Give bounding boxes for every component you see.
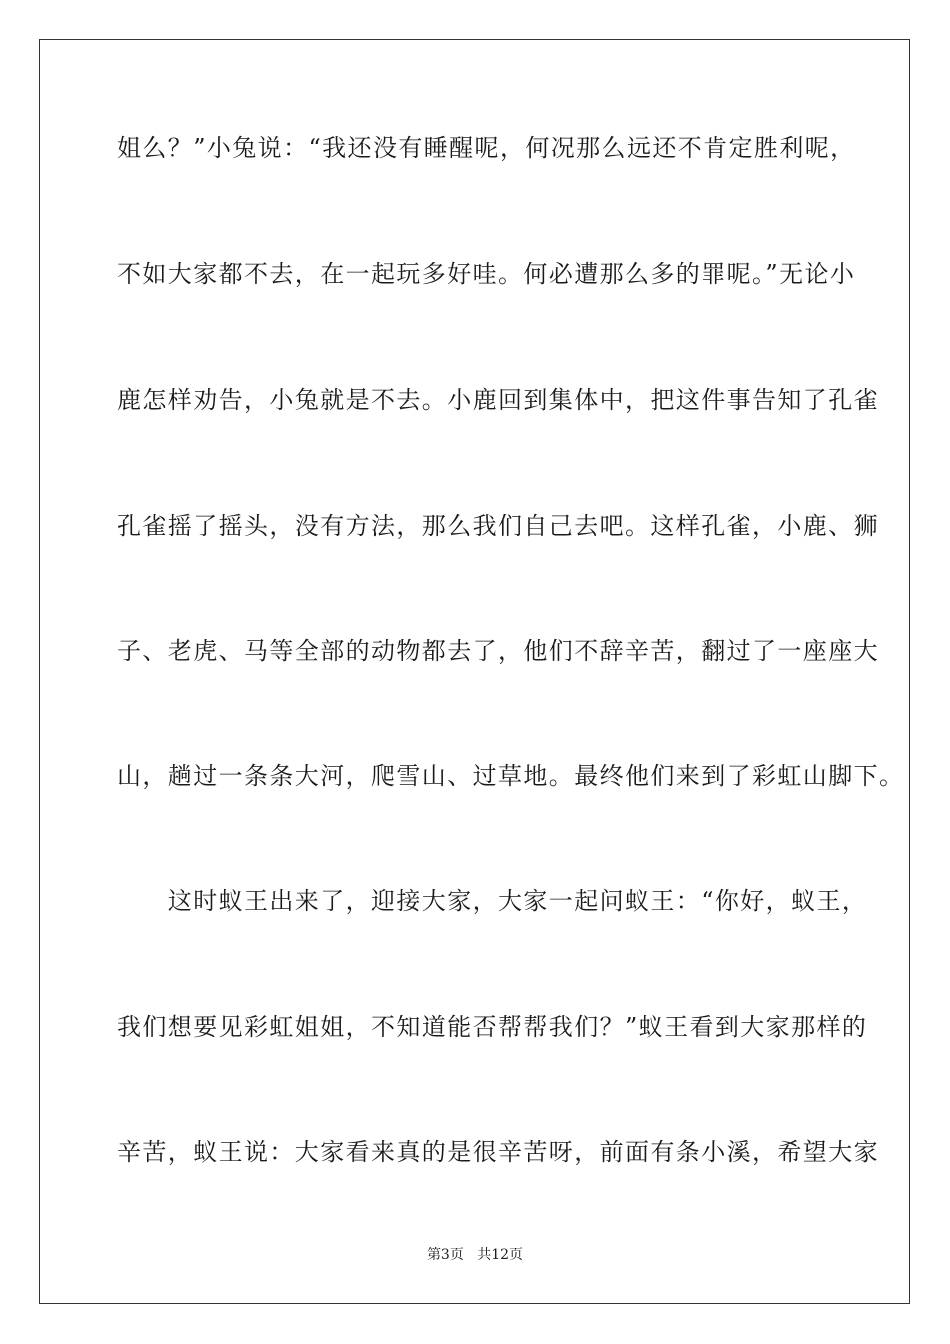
text-line-7: 这时蚁王出来了，迎接大家，大家一起问蚁王：“你好，蚁王， [117,887,868,915]
text-line-5: 子、老虎、马等全部的动物都去了，他们不辞辛苦，翻过了一座座大 [117,637,879,665]
page-total: 共12页 [477,1247,524,1263]
text-line-4: 孔雀摇了摇头，没有方法，那么我们自己去吧。这样孔雀，小鹿、狮 [117,512,879,540]
text-line-9: 辛苦，蚁王说：大家看来真的是很辛苦呀，前面有条小溪，希望大家 [117,1138,879,1166]
page-number: 第3页 [426,1247,464,1263]
page-border [39,39,910,1304]
page-footer [0,1246,950,1264]
text-line-1: 姐么？”小兔说：“我还没有睡醒呢，何况那么远还不肯定胜利呢， [117,134,856,162]
text-line-6: 山，趟过一条条大河，爬雪山、过草地。最终他们来到了彩虹山脚下。 [117,762,905,790]
text-line-2: 不如大家都不去，在一起玩多好哇。何必遭那么多的罪呢。”无论小 [117,260,856,288]
text-line-3: 鹿怎样劝告，小兔就是不去。小鹿回到集体中，把这件事告知了孔雀 [117,386,879,414]
text-line-8: 我们想要见彩虹姐姐，不知道能否帮帮我们？”蚁王看到大家那样的 [117,1013,868,1041]
